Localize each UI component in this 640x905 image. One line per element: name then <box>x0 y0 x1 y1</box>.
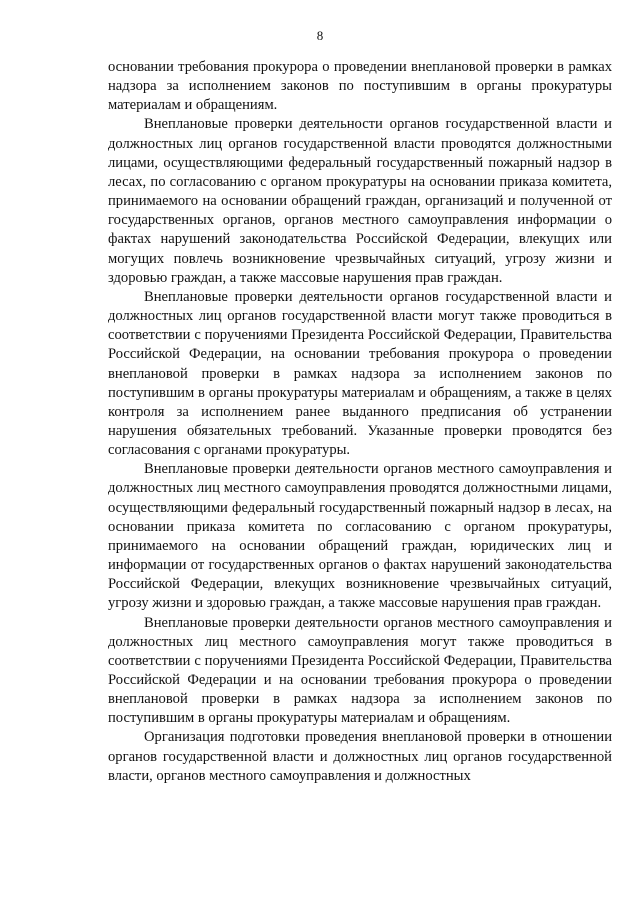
paragraph-4: Внеплановые проверки деятельности органов местного самоуправления и должностных лиц местного самоуправления проводятся должностными лицами, осуществляющими федеральный государственный пожарный надзор в лесах, на основании приказа комитета по согласованию с органом прокуратуры, принимаемого на основании обращений граждан, юридических лиц и информации от государственных органов о фактах нарушений законодательства Российской Федерации, влекущих возникновение чрезвычайных ситуаций, угрозу жизни и здоровью граждан, а также массовые нарушения прав граждан. <box>108 461 612 612</box>
document-body <box>108 58 612 786</box>
paragraph-2: Внеплановые проверки деятельности органов государственной власти и должностных лиц органов государственной власти проводятся должностными лицами, осуществляющими федеральный государственный пожарный надзор в лесах, по согласованию с органом прокуратуры на основании приказа комитета, принимаемого на основании обращений граждан, организаций и полученной от государственных органов, органов местного самоуправления информации о фактах нарушений законодательства Российской Федерации, влекущих или могущих повлечь возникновение чрезвычайных ситуаций, угрозу жизни и здоровью граждан, а также массовые нарушения прав граждан. <box>108 116 612 286</box>
page-number: 8 <box>316 28 324 43</box>
paragraph-6: Организация подготовки проведения внеплановой проверки в отношении органов государственной власти и должностных лиц органов государственной власти, органов местного самоуправления и должностных <box>108 729 612 784</box>
paragraph-1: основании требования прокурора о проведении внеплановой проверки в рамках надзора за исполнением законов по поступившим в органы прокуратуры материалам и обращениям. <box>108 59 612 114</box>
paragraph-3: Внеплановые проверки деятельности органов государственной власти и должностных лиц органов государственной власти могут также проводиться в соответствии с поручениями Президента Российской Федерации, Правительства Российской Федерации, на основании требования прокурора о проведении внеплановой проверки в рамках надзора за исполнением законов по поступившим в органы прокуратуры материалам и обращениям, а также в целях контроля за исполнением ранее выданного предписания об устранении нарушения обязательных требований. Указанные проверки проводятся без согласования с органами прокуратуры. <box>108 288 612 459</box>
paragraph-5: Внеплановые проверки деятельности органов местного самоуправления и должностных лиц местного самоуправления могут также проводиться в соответствии с поручениями Президента Российской Федерации, Правительства Российской Федерации и на основании требования прокурора о проведении внеплановой проверки в рамках надзора за исполнением законов по поступившим в органы прокуратуры материалам и обращениям. <box>108 614 612 727</box>
